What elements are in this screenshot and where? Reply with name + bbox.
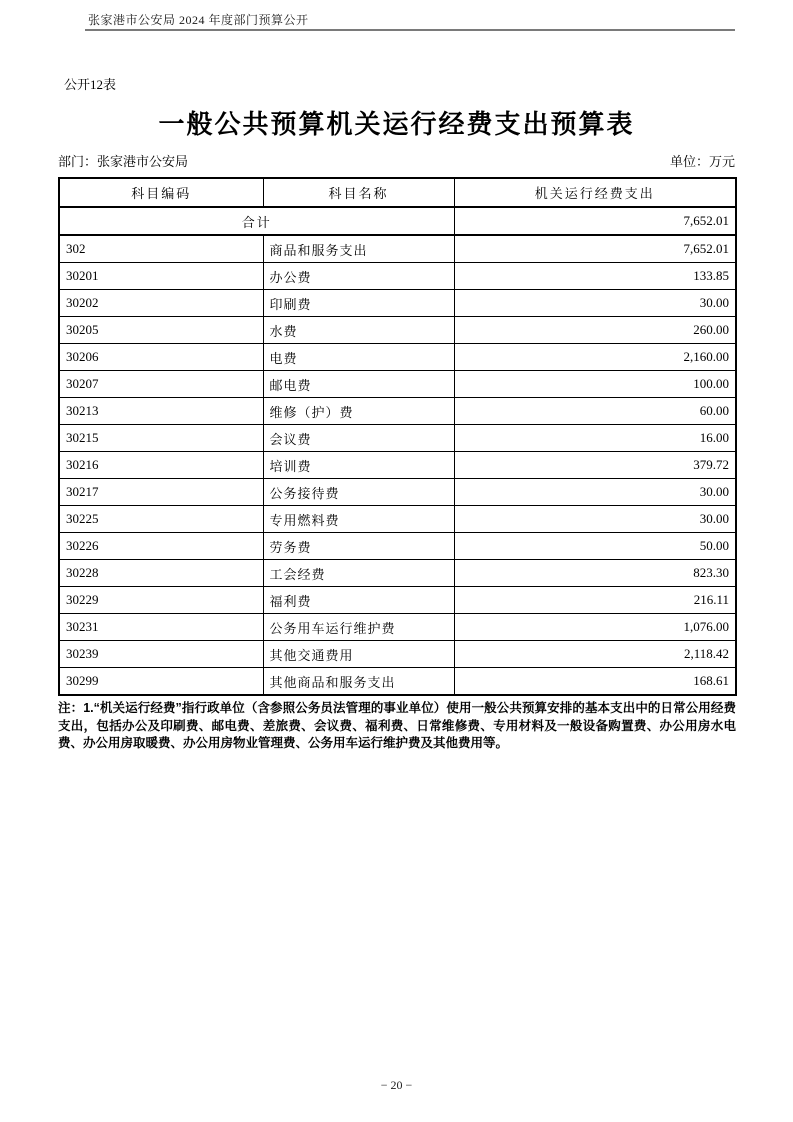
subject-name-cell: 公务接待费	[263, 479, 454, 506]
subject-code-cell: 30206	[59, 344, 263, 371]
table-row	[59, 506, 736, 533]
expense-value-cell: 30.00	[454, 290, 736, 317]
subject-code-cell: 30229	[59, 587, 263, 614]
document-header	[88, 11, 309, 28]
budget-table	[58, 177, 737, 696]
subject-code-cell: 30215	[59, 425, 263, 452]
subject-name-cell: 专用燃料费	[263, 506, 454, 533]
subject-name-cell: 培训费	[263, 452, 454, 479]
subject-code-cell: 30225	[59, 506, 263, 533]
page-title: 一般公共预算机关运行经费支出预算表	[158, 109, 635, 139]
subject-name-cell: 商品和服务支出	[263, 235, 454, 263]
table-row	[59, 398, 736, 425]
expense-value-cell: 50.00	[454, 533, 736, 560]
document-header-text: 张家港市公安局 2024 年度部门预算公开	[88, 13, 309, 27]
subject-name-cell: 办公费	[263, 263, 454, 290]
subject-name-cell: 公务用车运行维护费	[263, 614, 454, 641]
expense-value-cell: 1,076.00	[454, 614, 736, 641]
subject-code-cell: 30299	[59, 668, 263, 696]
total-row	[59, 207, 736, 235]
total-value: 7,652.01	[454, 207, 736, 235]
table-row	[59, 235, 736, 263]
expense-value-cell: 2,160.00	[454, 344, 736, 371]
expense-value-cell: 2,118.42	[454, 641, 736, 668]
subject-code-cell: 30228	[59, 560, 263, 587]
expense-value-cell: 16.00	[454, 425, 736, 452]
subject-code-cell: 30207	[59, 371, 263, 398]
table-row	[59, 587, 736, 614]
subject-code-cell: 30213	[59, 398, 263, 425]
expense-value-cell: 7,652.01	[454, 235, 736, 263]
table-row	[59, 614, 736, 641]
subject-name-cell: 劳务费	[263, 533, 454, 560]
expense-value-cell: 100.00	[454, 371, 736, 398]
expense-value-cell: 30.00	[454, 506, 736, 533]
expense-value-cell: 823.30	[454, 560, 736, 587]
subject-name-cell: 福利费	[263, 587, 454, 614]
meta-row	[58, 151, 735, 170]
table-row	[59, 479, 736, 506]
subject-name-cell: 印刷费	[263, 290, 454, 317]
column-header-subject-name: 科目名称	[263, 178, 454, 207]
subject-code-cell: 30239	[59, 641, 263, 668]
unit-label: 单位：万元	[669, 154, 735, 169]
subject-name-cell: 电费	[263, 344, 454, 371]
subject-name-cell: 其他交通费用	[263, 641, 454, 668]
table-row	[59, 290, 736, 317]
column-header-operating-expense: 机关运行经费支出	[454, 178, 736, 207]
subject-name-cell: 邮电费	[263, 371, 454, 398]
table-row	[59, 371, 736, 398]
column-header-subject-code: 科目编码	[59, 178, 263, 207]
subject-name-cell: 工会经费	[263, 560, 454, 587]
expense-value-cell: 260.00	[454, 317, 736, 344]
page-number: − 20 −	[380, 1078, 413, 1092]
expense-value-cell: 168.61	[454, 668, 736, 696]
subject-code-cell: 30216	[59, 452, 263, 479]
table-row	[59, 533, 736, 560]
expense-value-cell: 379.72	[454, 452, 736, 479]
expense-value-cell: 60.00	[454, 398, 736, 425]
expense-value-cell: 30.00	[454, 479, 736, 506]
table-row	[59, 263, 736, 290]
department-label: 部门：张家港市公安局	[58, 154, 189, 169]
table-row	[59, 452, 736, 479]
table-row	[59, 344, 736, 371]
subject-code-cell: 302	[59, 235, 263, 263]
subject-code-cell: 30226	[59, 533, 263, 560]
subject-code-cell: 30231	[59, 614, 263, 641]
subject-code-cell: 30201	[59, 263, 263, 290]
table-row	[59, 425, 736, 452]
table-label: 公开12表	[64, 77, 117, 92]
table-row	[59, 560, 736, 587]
table-row	[59, 668, 736, 696]
subject-name-cell: 其他商品和服务支出	[263, 668, 454, 696]
table-header-row	[59, 178, 736, 207]
note-text: 注：1.“机关运行经费”指行政单位（含参照公务员法管理的事业单位）使用一般公共预算安排的基本支出中的日常公用经费支出，包括办公及印刷费、邮电费、差旅费、会议费、福利费、日常维修费、专用材料及一般设备购置费、办公用房水电费、办公用房取暖费、办公用房物业管理费、公务用车运行维护费及其他费用等。	[58, 701, 736, 750]
subject-name-cell: 会议费	[263, 425, 454, 452]
table-row	[59, 641, 736, 668]
table-body	[59, 207, 736, 695]
table-row	[59, 317, 736, 344]
subject-code-cell: 30217	[59, 479, 263, 506]
subject-name-cell: 水费	[263, 317, 454, 344]
subject-code-cell: 30205	[59, 317, 263, 344]
expense-value-cell: 216.11	[454, 587, 736, 614]
expense-value-cell: 133.85	[454, 263, 736, 290]
header-rule	[85, 29, 735, 31]
subject-code-cell: 30202	[59, 290, 263, 317]
total-label: 合计	[59, 207, 454, 235]
subject-name-cell: 维修（护）费	[263, 398, 454, 425]
